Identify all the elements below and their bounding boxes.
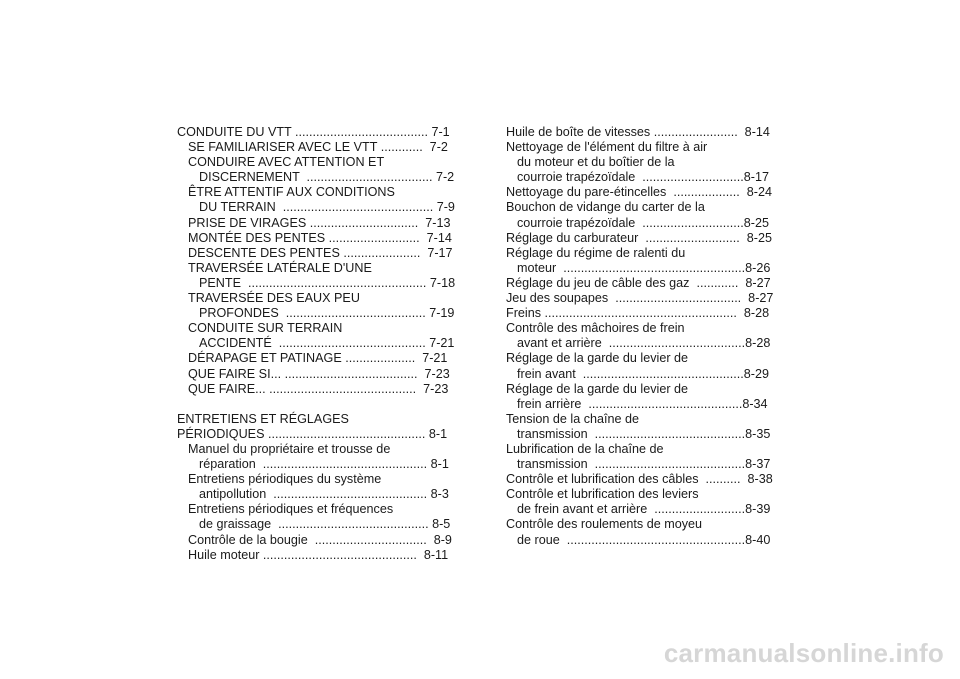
toc-entry: CONDUIRE AVEC ATTENTION ET — [188, 155, 385, 170]
toc-entry: de graissage ........................................... 8-5 — [199, 517, 451, 532]
toc-entry: DESCENTE DES PENTES ...................... 7-17 — [188, 245, 453, 260]
toc-entry: ÊTRE ATTENTIF AUX CONDITIONS — [188, 185, 395, 200]
toc-entry: Entretiens périodiques du système — [188, 472, 382, 487]
toc-entry: moteur ....................................................8-26 — [517, 260, 771, 275]
toc-entry: avant et arrière .......................................8-28 — [517, 336, 771, 351]
toc-entry: frein arrière ............................................8-34 — [517, 396, 768, 411]
toc-entry: DISCERNEMENT .................................... 7-2 — [199, 170, 455, 185]
toc-entry: MONTÉE DES PENTES .......................... 7-14 — [188, 230, 452, 245]
section-gap — [177, 397, 463, 412]
toc-entry: Contrôle des roulements de moyeu — [506, 517, 703, 532]
toc-entry: PROFONDES ........................................ 7-19 — [199, 306, 455, 321]
toc-entry: réparation ............................................... 8-1 — [199, 457, 449, 472]
toc-entry: TRAVERSÉE DES EAUX PEU — [188, 291, 360, 306]
toc-entry: PÉRIODIQUES ............................................. 8-1 — [177, 426, 448, 441]
toc-entry: PRISE DE VIRAGES ............................... 7-13 — [188, 215, 451, 230]
toc-entry: QUE FAIRE... .......................................... 7-23 — [188, 381, 449, 396]
toc-entry: Huile de boîte de vitesses ........................ 8-14 — [506, 125, 770, 139]
toc-entry: Manuel du propriétaire et trousse de — [188, 441, 391, 456]
toc-entry: Contrôle des mâchoires de frein — [506, 321, 685, 336]
toc-entry: QUE FAIRE SI... ...................................... 7-23 — [188, 366, 450, 381]
toc-entry: ACCIDENTÉ .......................................... 7-21 — [199, 336, 455, 351]
toc-entry: transmission ...........................................8-35 — [517, 426, 771, 441]
toc-entry: DU TERRAIN ........................................... 7-9 — [199, 200, 455, 215]
toc-entry: antipollution ............................................ 8-3 — [199, 487, 449, 502]
toc-entry: Réglage de la garde du levier de — [506, 381, 689, 396]
toc-entry: Jeu des soupapes .................................... 8-27 — [506, 291, 774, 306]
toc-entry: TRAVERSÉE LATÉRALE D'UNE — [188, 260, 372, 275]
toc-entry: Nettoyage de l'élément du filtre à air — [506, 140, 708, 155]
toc-entry: ENTRETIENS ET RÉGLAGES — [177, 411, 349, 426]
toc-entry: Freins ....................................................... 8-28 — [506, 306, 770, 321]
toc-entry: transmission ...........................................8-37 — [517, 457, 771, 472]
toc-entry: courroie trapézoïdale .............................8-17 — [517, 170, 769, 185]
toc-right-column — [506, 125, 778, 548]
toc-entry: du moteur et du boîtier de la — [517, 155, 675, 170]
toc-entry: Tension de la chaîne de — [506, 411, 640, 426]
toc-left-column — [177, 125, 463, 563]
toc-entry: Entretiens périodiques et fréquences — [188, 502, 394, 517]
toc-entry: SE FAMILIARISER AVEC LE VTT ............ 7-2 — [188, 140, 448, 155]
toc-entry: Contrôle et lubrification des leviers — [506, 487, 699, 502]
toc-entry: Réglage du jeu de câble des gaz ............ 8-27 — [506, 275, 771, 290]
watermark: carmanualsonline.info — [663, 638, 944, 668]
toc-entry: de roue ...................................................8-40 — [517, 532, 771, 547]
toc-entry: Contrôle et lubrification des câbles .......... 8-38 — [506, 472, 773, 487]
toc-entry: Huile moteur ............................................ 8-11 — [188, 547, 449, 562]
toc-entry: de frein avant et arrière ..........................8-39 — [517, 502, 771, 517]
toc-entry: Nettoyage du pare-étincelles ................... 8-24 — [506, 185, 772, 200]
toc-entry: Contrôle de la bougie ................................ 8-9 — [188, 532, 452, 547]
toc-entry: PENTE ................................................... 7-18 — [199, 275, 456, 290]
toc-entry: courroie trapézoïdale .............................8-25 — [517, 215, 769, 230]
toc-entry: Réglage du régime de ralenti du — [506, 245, 686, 260]
toc-entry: CONDUITE DU VTT ...................................... 7-1 — [177, 125, 450, 139]
toc-entry: CONDUITE SUR TERRAIN — [188, 321, 343, 336]
toc-entry: Réglage de la garde du levier de — [506, 351, 689, 366]
toc-entry: Réglage du carburateur ........................... 8-25 — [506, 230, 772, 245]
toc-entry: Lubrification de la chaîne de — [506, 441, 664, 456]
toc-entry: Bouchon de vidange du carter de la — [506, 200, 705, 215]
toc-entry: DÉRAPAGE ET PATINAGE .................... 7-21 — [188, 351, 448, 366]
toc-entry: frein avant ..............................................8-29 — [517, 366, 769, 381]
